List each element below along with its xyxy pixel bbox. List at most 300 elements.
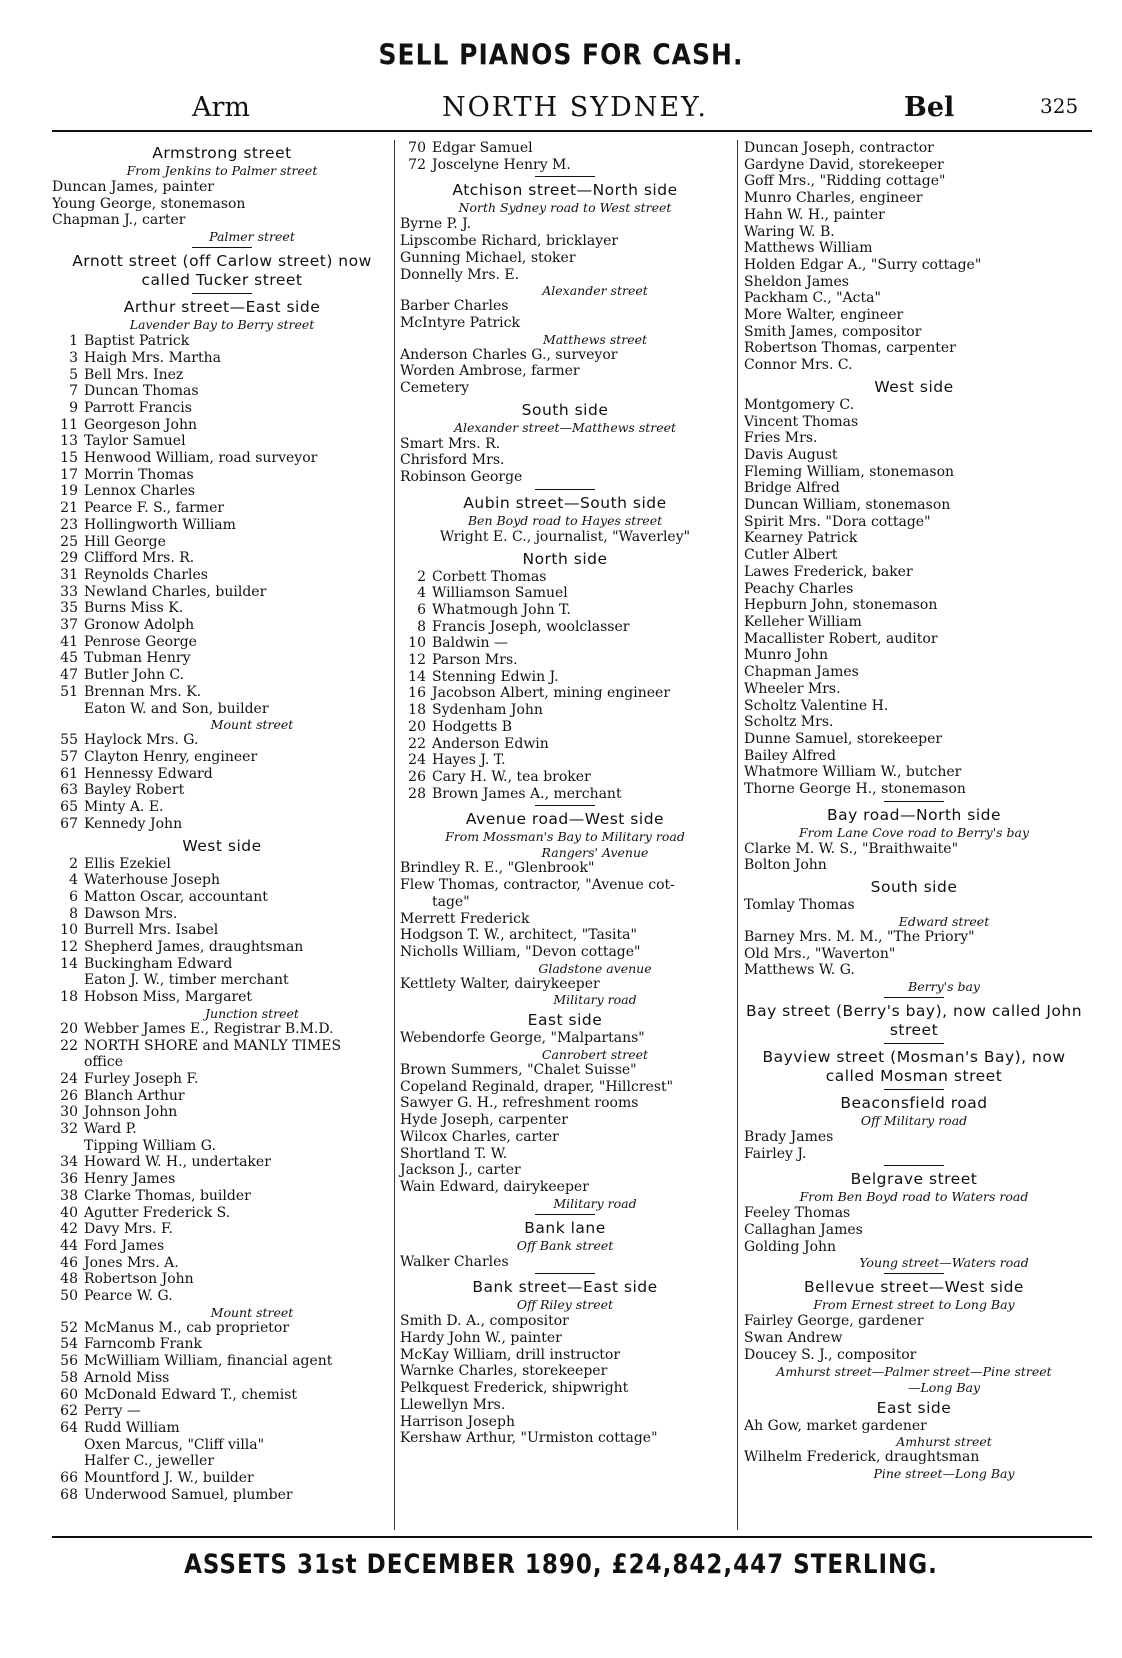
cross-street: Pine street—Long Bay: [873, 1465, 1015, 1481]
page-footer: ASSETS 31st DECEMBER 1890, £24,842,447 STERLING.: [184, 1550, 938, 1580]
resident-entry: [400, 1146, 730, 1163]
resident-entry: [744, 397, 1084, 414]
resident-entry: [52, 433, 392, 450]
resident-name: Jackson J., carter: [400, 1162, 521, 1179]
resident-name: Callaghan James: [744, 1222, 863, 1239]
street-heading: Bellevue street—West side: [804, 1278, 1024, 1297]
resident-name: Merrett Frederick: [400, 910, 530, 927]
resident-entry: [52, 782, 392, 799]
resident-entry: [52, 650, 392, 667]
resident-name: Scholtz Mrs.: [744, 714, 834, 731]
resident-name: Arnold Miss: [84, 1369, 170, 1386]
resident-name: Kettlety Walter, dairykeeper: [400, 975, 600, 992]
house-number: 20: [60, 1020, 78, 1037]
resident-name: Wilcox Charles, carter: [400, 1128, 559, 1145]
section-separator: [192, 293, 252, 294]
resident-entry: [744, 497, 1084, 514]
house-number: 65: [60, 799, 78, 816]
resident-name: Hobson Miss, Margaret: [84, 989, 253, 1006]
house-number: 18: [408, 702, 426, 719]
house-number: 24: [408, 752, 426, 769]
street-range: Off Military road: [860, 1112, 968, 1128]
street-heading: Armstrong street: [152, 144, 292, 162]
house-number: 22: [60, 1037, 78, 1054]
resident-name: Cutler Albert: [744, 547, 838, 564]
resident-entry: [400, 1162, 730, 1179]
resident-entry: [52, 1387, 392, 1404]
resident-name: Matton Oscar, accountant: [84, 888, 268, 905]
cross-street: Matthews street: [542, 331, 648, 347]
resident-entry: [744, 681, 1084, 698]
street-range: Alexander street—Matthews street: [453, 419, 677, 435]
street-heading: South side: [870, 878, 958, 897]
house-number: 56: [60, 1353, 78, 1370]
resident-name: Barber Charles: [400, 298, 509, 315]
column-divider: [737, 140, 738, 1530]
resident-name: Clarke Thomas, builder: [84, 1187, 251, 1204]
resident-name: Dawson Mrs.: [84, 905, 178, 922]
resident-entry: tage": [432, 893, 470, 910]
street-range: From Ben Boyd road to Waters road: [799, 1189, 1029, 1205]
house-number: 51: [60, 683, 78, 700]
resident-entry: Halfer C., jeweller: [84, 1453, 215, 1470]
house-number: 54: [60, 1336, 78, 1353]
house-number: 10: [60, 922, 78, 939]
resident-entry: [52, 1121, 392, 1138]
resident-name: Flew Thomas, contractor, "Avenue cot-: [400, 877, 675, 894]
house-number: 2: [417, 568, 426, 585]
house-number: 40: [60, 1204, 78, 1221]
resident-entry: [400, 216, 730, 233]
resident-entry: [744, 841, 1084, 858]
resident-name: Ward P.: [84, 1121, 137, 1138]
resident-entry: [400, 267, 730, 284]
cross-street: Alexander street: [542, 283, 648, 299]
section-separator: [884, 1165, 944, 1166]
house-number: 55: [60, 732, 78, 749]
resident-entry: [744, 897, 1084, 914]
resident-name: Fries Mrs.: [744, 430, 818, 447]
resident-name: Feeley Thomas: [744, 1205, 851, 1222]
resident-name: McWilliam William, financial agent: [84, 1353, 333, 1370]
resident-name: Copeland Reginald, draper, "Hillcrest": [400, 1078, 674, 1095]
house-number: 3: [69, 349, 78, 366]
resident-entry: Oxen Marcus, "Cliff villa": [84, 1436, 265, 1453]
header-left-guide-word: Arm: [192, 92, 251, 123]
resident-name: Connor Mrs. C.: [744, 357, 853, 374]
cross-street: Military road: [553, 1195, 637, 1211]
resident-name: Minty A. E.: [84, 799, 164, 816]
resident-entry: [52, 1487, 392, 1504]
resident-entry: Eaton J. W., timber merchant: [84, 972, 289, 989]
street-heading: Bay street (Berry's bay), now called John street: [745, 1001, 1083, 1039]
house-number: 66: [60, 1470, 78, 1487]
resident-name: Webendorfe George, "Malpartans": [400, 1030, 645, 1047]
resident-name: McIntyre Patrick: [400, 314, 520, 331]
resident-entry: [744, 614, 1084, 631]
resident-entry: [400, 976, 730, 993]
resident-entry: [744, 748, 1084, 765]
resident-entry: [52, 1353, 392, 1370]
resident-name: Haylock Mrs. G.: [84, 732, 199, 749]
house-number: 26: [60, 1087, 78, 1104]
resident-name: Chrisford Mrs.: [400, 452, 505, 469]
street-range: Lavender Bay to Berry street: [129, 317, 315, 333]
resident-entry: [52, 1336, 392, 1353]
resident-entry: [744, 1449, 1084, 1466]
resident-entry: [400, 911, 730, 928]
house-number: 22: [408, 735, 426, 752]
house-number: 72: [408, 156, 426, 173]
resident-entry: [744, 340, 1084, 357]
resident-entry: [400, 719, 730, 736]
resident-name: Davis August: [744, 446, 838, 463]
resident-name: Tomlay Thomas: [744, 897, 855, 914]
resident-entry: [744, 157, 1084, 174]
resident-entry: [400, 1347, 730, 1364]
resident-entry: [744, 962, 1084, 979]
resident-name: Gardyne David, storekeeper: [744, 156, 944, 173]
resident-name: Haigh Mrs. Martha: [84, 349, 221, 366]
resident-name: Hennessy Edward: [84, 765, 213, 782]
house-number: 46: [60, 1254, 78, 1271]
resident-entry: [400, 752, 730, 769]
house-number: 52: [60, 1319, 78, 1336]
resident-entry: [400, 585, 730, 602]
resident-entry: [400, 157, 730, 174]
house-number: 70: [408, 140, 426, 156]
resident-name: Pearce F. S., farmer: [84, 500, 225, 517]
resident-entry: [744, 290, 1084, 307]
street-heading: Arthur street—East side: [123, 298, 321, 317]
house-number: 30: [60, 1104, 78, 1121]
resident-entry: [744, 1313, 1084, 1330]
resident-name: Parson Mrs.: [432, 652, 518, 669]
house-number: 14: [60, 955, 78, 972]
resident-name: Duncan Thomas: [84, 383, 199, 400]
resident-entry: [744, 1347, 1084, 1364]
street-range: Amhurst street—Palmer street—Pine street: [776, 1363, 1052, 1379]
resident-entry: [52, 1420, 392, 1437]
house-number: 50: [60, 1288, 78, 1305]
resident-name: Ah Gow, market gardener: [744, 1417, 927, 1434]
resident-name: Warnke Charles, storekeeper: [400, 1363, 608, 1380]
house-number: 2: [69, 855, 78, 872]
resident-entry: [52, 684, 392, 701]
section-separator: [535, 1214, 595, 1215]
house-number: 6: [69, 888, 78, 905]
house-number: 17: [60, 466, 78, 483]
resident-name: Ellis Ezekiel: [84, 855, 171, 872]
resident-name: NORTH SHORE and MANLY TIMES: [84, 1037, 342, 1054]
header-locality: NORTH SYDNEY.: [442, 92, 708, 123]
resident-entry: [744, 714, 1084, 731]
cross-street: Palmer street: [209, 229, 295, 245]
house-number: 5: [69, 366, 78, 383]
cross-street: Amhurst street: [896, 1434, 992, 1450]
house-number: 8: [69, 905, 78, 922]
resident-name: Kennedy John: [84, 815, 183, 832]
resident-name: Clarke M. W. S., "Braithwaite": [744, 840, 959, 857]
resident-name: Fleming William, stonemason: [744, 463, 955, 480]
page-header: [52, 92, 1092, 128]
resident-entry: [52, 383, 392, 400]
resident-name: Anderson Charles G., surveyor: [400, 346, 618, 363]
section-separator: [535, 1273, 595, 1274]
resident-entry: [400, 769, 730, 786]
resident-name: Francis Joseph, woolclasser: [432, 618, 630, 635]
resident-name: Harrison Joseph: [400, 1413, 515, 1430]
resident-name: Robinson George: [400, 469, 523, 486]
resident-entry: [400, 380, 730, 397]
house-number: 29: [60, 550, 78, 567]
resident-name: Dunne Samuel, storekeeper: [744, 730, 943, 747]
street-range: Ben Boyd road to Hayes street: [467, 512, 663, 528]
resident-entry: [52, 1238, 392, 1255]
resident-name: Hill George: [84, 533, 166, 550]
house-number: 9: [69, 399, 78, 416]
resident-name: Kershaw Arthur, "Urmiston cottage": [400, 1430, 658, 1447]
resident-name: Walker Charles: [400, 1253, 509, 1270]
resident-name: Bailey Alfred: [744, 747, 836, 764]
resident-name: Newland Charles, builder: [84, 583, 267, 600]
resident-name: Robertson Thomas, carpenter: [744, 340, 956, 357]
page-banner: SELL PIANOS FOR CASH.: [378, 37, 744, 72]
house-number: 34: [60, 1154, 78, 1171]
street-heading: Bank street—East side: [472, 1278, 658, 1297]
resident-entry: [52, 617, 392, 634]
resident-entry: [744, 274, 1084, 291]
resident-entry: [744, 240, 1084, 257]
cross-street: —Long Bay: [907, 1379, 981, 1395]
street-range: North Sydney road to West street: [458, 200, 672, 216]
resident-name: Worden Ambrose, farmer: [400, 363, 580, 380]
resident-entry: [744, 857, 1084, 874]
house-number: 24: [60, 1070, 78, 1087]
resident-name: Georgeson John: [84, 416, 197, 433]
house-number: 64: [60, 1420, 78, 1436]
street-heading: Arnott street (off Carlow street) now called Tucker street: [72, 252, 372, 290]
resident-entry: [52, 1470, 392, 1487]
resident-name: Baptist Patrick: [84, 333, 190, 350]
house-number: 23: [60, 516, 78, 533]
street-heading: West side: [874, 377, 954, 396]
resident-entry: [52, 333, 392, 350]
resident-entry: [400, 652, 730, 669]
resident-entry: [400, 1179, 730, 1196]
resident-entry: [400, 1313, 730, 1330]
resident-entry: [52, 634, 392, 651]
section-separator: [884, 1273, 944, 1274]
resident-entry: [400, 1030, 730, 1047]
resident-name: Perry —: [84, 1403, 141, 1420]
resident-entry: [52, 1171, 392, 1188]
resident-name: Cemetery: [400, 380, 470, 397]
resident-entry: [744, 547, 1084, 564]
resident-name: Shepherd James, draughtsman: [84, 939, 304, 956]
resident-name: Matthews W. G.: [744, 962, 855, 979]
resident-entry: [744, 307, 1084, 324]
resident-entry: [744, 1222, 1084, 1239]
street-heading: South side: [521, 400, 609, 419]
resident-entry: [400, 635, 730, 652]
resident-entry: [744, 1205, 1084, 1222]
house-number: 4: [417, 585, 426, 602]
resident-name: Lawes Frederick, baker: [744, 563, 913, 580]
street-heading: Avenue road—West side: [465, 810, 665, 829]
resident-name: Lennox Charles: [84, 483, 196, 500]
resident-name: Goff Mrs., "Ridding cottage": [744, 173, 946, 190]
resident-entry: [52, 400, 392, 417]
section-separator: [884, 997, 944, 998]
resident-name: Clifford Mrs. R.: [84, 550, 195, 567]
resident-entry: [400, 347, 730, 364]
house-number: 33: [60, 583, 78, 600]
house-number: 28: [408, 785, 426, 802]
section-separator: [884, 1089, 944, 1090]
street-heading: Atchison street—North side: [452, 181, 678, 200]
section-separator: [535, 489, 595, 490]
resident-name: Chapman J., carter: [52, 212, 186, 229]
resident-entry: [400, 452, 730, 469]
resident-name: Agutter Frederick S.: [84, 1204, 231, 1221]
resident-name: Hahn W. H., painter: [744, 206, 885, 223]
resident-entry: [52, 667, 392, 684]
house-number: 58: [60, 1369, 78, 1386]
resident-entry: [744, 647, 1084, 664]
resident-name: Jones Mrs. A.: [84, 1254, 179, 1271]
resident-name: Old Mrs., "Waverton": [744, 945, 896, 962]
resident-name: Blanch Arthur: [84, 1087, 185, 1104]
resident-entry: [52, 1255, 392, 1272]
resident-entry: [744, 140, 1084, 157]
resident-name: Davy Mrs. F.: [84, 1221, 173, 1238]
resident-entry: [52, 1088, 392, 1105]
resident-entry: [52, 196, 392, 213]
resident-entry: office: [84, 1054, 123, 1071]
resident-name: Buckingham Edward: [84, 955, 233, 972]
resident-entry: [400, 298, 730, 315]
street-range: From Jenkins to Palmer street: [126, 163, 318, 178]
resident-entry: [744, 764, 1084, 781]
directory-column-2: [400, 140, 730, 1447]
resident-entry: [400, 944, 730, 961]
house-number: 21: [60, 500, 78, 517]
resident-entry: [400, 602, 730, 619]
resident-entry: Tipping William G.: [84, 1137, 216, 1154]
resident-name: Clayton Henry, engineer: [84, 748, 258, 765]
house-number: 31: [60, 566, 78, 583]
resident-name: Brindley R. E., "Glenbrook": [400, 860, 595, 877]
resident-name: McKay William, drill instructor: [400, 1346, 621, 1363]
resident-name: Scholtz Valentine H.: [744, 697, 889, 714]
resident-name: Morrin Thomas: [84, 466, 194, 483]
resident-entry: [744, 224, 1084, 241]
resident-name: Duncan James, painter: [52, 179, 214, 195]
resident-entry: [744, 190, 1084, 207]
resident-name: Brown Summers, "Chalet Suisse": [400, 1062, 637, 1079]
resident-entry: [744, 324, 1084, 341]
resident-entry: [400, 702, 730, 719]
resident-entry: [52, 483, 392, 500]
resident-name: Brennan Mrs. K.: [84, 683, 202, 700]
resident-name: Stenning Edwin J.: [432, 668, 559, 685]
resident-entry: [744, 581, 1084, 598]
house-number: 61: [60, 765, 78, 782]
house-number: 4: [69, 872, 78, 889]
resident-entry: [52, 799, 392, 816]
resident-name: Whatmore William W., butcher: [744, 764, 962, 781]
resident-name: Hodgson T. W., architect, "Tasita": [400, 927, 637, 944]
resident-entry: [744, 257, 1084, 274]
resident-name: Spirit Mrs. "Dora cottage": [744, 513, 931, 530]
resident-entry: [400, 1397, 730, 1414]
resident-name: Thorne George H., stonemason: [744, 781, 966, 798]
section-separator: [535, 805, 595, 806]
house-number: 19: [60, 483, 78, 500]
cross-street: Junction street: [205, 1005, 299, 1021]
header-right-guide-word: Bel: [904, 92, 955, 123]
street-heading: Bayview street (Mosman's Bay), now called Mosman street: [762, 1047, 1066, 1085]
cross-street: Young street—Waters road: [859, 1255, 1029, 1271]
resident-entry: [400, 1095, 730, 1112]
resident-name: McDonald Edward T., chemist: [84, 1386, 298, 1403]
resident-name: Pelkquest Frederick, shipwright: [400, 1380, 629, 1397]
resident-name: Duncan William, stonemason: [744, 497, 951, 514]
resident-entry: [52, 1021, 392, 1038]
resident-entry: [744, 1418, 1084, 1435]
resident-name: Packham C., "Acta": [744, 290, 881, 307]
resident-name: Parrott Francis: [84, 399, 192, 416]
house-number: 62: [60, 1403, 78, 1420]
resident-entry: [52, 567, 392, 584]
resident-entry: [744, 357, 1084, 374]
house-number: 35: [60, 600, 78, 617]
street-range: Off Bank street: [516, 1237, 614, 1253]
resident-name: Bayley Robert: [84, 782, 185, 799]
resident-name: Hollingworth William: [84, 516, 236, 533]
resident-name: Gunning Michael, stoker: [400, 249, 576, 266]
resident-name: Smith D. A., compositor: [400, 1313, 569, 1330]
resident-entry: [744, 207, 1084, 224]
resident-entry: [52, 212, 392, 229]
resident-name: Hodgetts B: [432, 718, 513, 735]
resident-name: Edgar Samuel: [432, 140, 533, 156]
resident-name: Wain Edward, dairykeeper: [400, 1178, 589, 1195]
resident-entry: [52, 956, 392, 973]
directory-column-1: [52, 140, 392, 1504]
resident-name: Kearney Patrick: [744, 530, 858, 547]
house-number: 12: [60, 939, 78, 956]
resident-name: Duncan Joseph, contractor: [744, 140, 934, 156]
resident-entry: [744, 781, 1084, 798]
resident-name: Williamson Samuel: [432, 585, 568, 602]
resident-name: Vincent Thomas: [744, 413, 859, 430]
column-divider: [394, 140, 395, 1530]
resident-entry: [400, 877, 730, 894]
resident-name: Bridge Alfred: [744, 480, 840, 497]
resident-entry: [400, 363, 730, 380]
resident-name: Gronow Adolph: [84, 617, 195, 634]
resident-entry: [52, 749, 392, 766]
resident-entry: [400, 436, 730, 453]
cross-street: Edward street: [898, 913, 990, 929]
cross-street: Canrobert street: [541, 1047, 649, 1063]
resident-entry: [52, 350, 392, 367]
resident-name: Smart Mrs. R.: [400, 435, 501, 452]
resident-entry: [52, 1320, 392, 1337]
house-number: 13: [60, 433, 78, 450]
